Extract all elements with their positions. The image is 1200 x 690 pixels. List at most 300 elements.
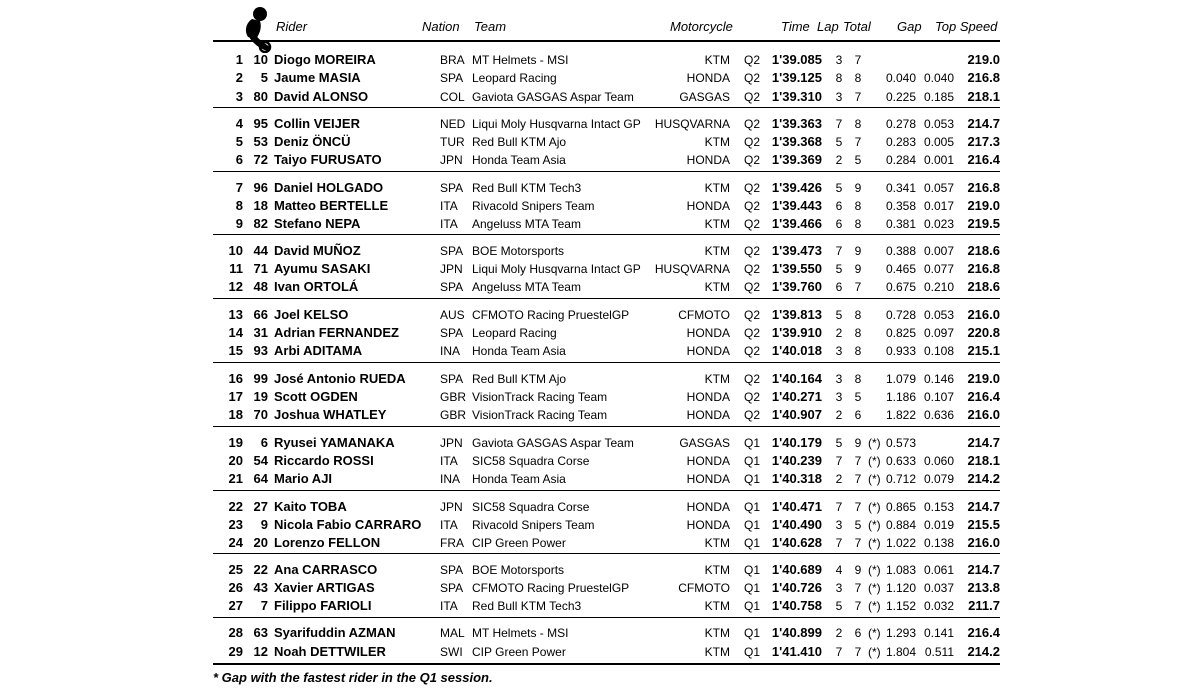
cell-pos: 2 [235, 70, 243, 85]
cell-num: 71 [253, 261, 268, 276]
cell-lap: 6 [835, 280, 843, 294]
cell-total: 9 [854, 262, 862, 276]
cell-speed: 216.4 [967, 625, 1000, 640]
cell-gap: 1.152 [885, 599, 916, 613]
cell-num: 6 [260, 435, 268, 450]
cell-lap: 7 [835, 454, 843, 468]
cell-session: Q2 [744, 90, 761, 104]
cell-pos: 8 [235, 198, 243, 213]
cell-time: 1'39.085 [771, 52, 822, 67]
cell-speed: 218.6 [967, 279, 1000, 294]
cell-num: 31 [253, 325, 268, 340]
cell-mark: (*) [868, 626, 881, 640]
cell-nation: JPN [440, 262, 463, 276]
cell-mark: (*) [868, 536, 881, 550]
cell-gap: 0.728 [885, 308, 916, 322]
cell-rider: Ryusei YAMANAKA [274, 435, 395, 450]
cell-num: 96 [253, 180, 268, 195]
cell-gap-prev: 0.017 [923, 199, 954, 213]
cell-team: CIP Green Power [472, 536, 566, 550]
cell-rider: Riccardo ROSSI [274, 453, 374, 468]
table-row [0, 88, 1200, 106]
cell-motorcycle: KTM [704, 181, 730, 195]
cell-pos: 17 [228, 389, 243, 404]
cell-rider: Diogo MOREIRA [274, 52, 376, 67]
cell-team: Red Bull KTM Ajo [472, 372, 567, 386]
cell-num: 70 [253, 407, 268, 422]
cell-team: Red Bull KTM Tech3 [472, 599, 582, 613]
cell-gap-prev: 0.007 [923, 244, 954, 258]
cell-nation: SPA [440, 280, 464, 294]
cell-time: 1'39.368 [771, 134, 822, 149]
cell-motorcycle: KTM [704, 135, 730, 149]
cell-team: Honda Team Asia [472, 344, 566, 358]
cell-rider: Collin VEIJER [274, 116, 360, 131]
cell-team: Liqui Moly Husqvarna Intact GP [472, 117, 641, 131]
cell-gap: 1.822 [885, 408, 916, 422]
cell-lap: 2 [835, 408, 843, 422]
cell-total: 8 [854, 344, 862, 358]
cell-gap: 0.341 [885, 181, 916, 195]
cell-pos: 4 [235, 116, 243, 131]
cell-total: 9 [854, 436, 862, 450]
cell-gap: 0.278 [885, 117, 916, 131]
cell-motorcycle: HONDA [686, 454, 730, 468]
cell-team: MT Helmets - MSI [472, 626, 569, 640]
table-row [0, 197, 1200, 215]
cell-nation: ITA [440, 199, 458, 213]
cell-mark: (*) [868, 599, 881, 613]
cell-rider: Noah DETTWILER [274, 644, 386, 659]
cell-mark: (*) [868, 472, 881, 486]
cell-nation: SPA [440, 563, 464, 577]
header-rider: Rider [276, 19, 308, 34]
cell-motorcycle: KTM [704, 53, 730, 67]
cell-time: 1'40.239 [771, 453, 822, 468]
cell-team: SIC58 Squadra Corse [472, 500, 590, 514]
cell-num: 27 [253, 499, 268, 514]
cell-team: VisionTrack Racing Team [472, 390, 608, 404]
table-row [0, 151, 1200, 169]
cell-total: 8 [854, 199, 862, 213]
cell-team: Leopard Racing [472, 326, 557, 340]
cell-gap: 1.186 [885, 390, 916, 404]
cell-time: 1'39.910 [771, 325, 822, 340]
cell-pos: 25 [228, 562, 243, 577]
cell-nation: ITA [440, 599, 458, 613]
cell-speed: 216.8 [967, 70, 1000, 85]
cell-total: 6 [854, 626, 862, 640]
cell-rider: Ana CARRASCO [274, 562, 378, 577]
table-row [0, 370, 1200, 388]
cell-session: Q2 [744, 199, 761, 213]
cell-time: 1'39.426 [771, 180, 822, 195]
cell-motorcycle: KTM [704, 244, 730, 258]
cell-total: 7 [854, 280, 862, 294]
cell-num: 12 [253, 644, 268, 659]
cell-pos: 24 [228, 535, 243, 550]
cell-gap: 1.293 [885, 626, 916, 640]
cell-pos: 7 [235, 180, 243, 195]
cell-total: 7 [854, 454, 862, 468]
cell-speed: 216.4 [967, 389, 1000, 404]
cell-time: 1'40.179 [771, 435, 822, 450]
cell-nation: SWI [440, 645, 463, 659]
cell-team: Angeluss MTA Team [472, 280, 581, 294]
cell-session: Q1 [744, 626, 761, 640]
cell-rider: Adrian FERNANDEZ [274, 325, 399, 340]
cell-num: 9 [260, 517, 268, 532]
cell-total: 7 [854, 90, 862, 104]
cell-rider: David ALONSO [274, 89, 369, 104]
cell-motorcycle: HONDA [686, 472, 730, 486]
cell-speed: 216.0 [967, 407, 1000, 422]
cell-team: Gaviota GASGAS Aspar Team [472, 90, 634, 104]
table-row [0, 51, 1200, 69]
cell-gap: 0.712 [885, 472, 916, 486]
header-rule [213, 40, 1000, 42]
cell-pos: 5 [235, 134, 243, 149]
cell-time: 1'40.758 [771, 598, 822, 613]
cell-nation: ITA [440, 454, 458, 468]
cell-session: Q1 [744, 472, 761, 486]
group-divider [213, 107, 1000, 108]
cell-lap: 7 [835, 645, 843, 659]
cell-team: Gaviota GASGAS Aspar Team [472, 436, 634, 450]
cell-session: Q1 [744, 500, 761, 514]
cell-motorcycle: HONDA [686, 199, 730, 213]
cell-time: 1'40.689 [771, 562, 822, 577]
cell-rider: Joshua WHATLEY [274, 407, 387, 422]
cell-motorcycle: HONDA [686, 500, 730, 514]
cell-rider: David MUÑOZ [274, 243, 361, 258]
cell-nation: INA [440, 472, 461, 486]
cell-total: 5 [854, 153, 862, 167]
table-row [0, 470, 1200, 488]
cell-motorcycle: KTM [704, 372, 730, 386]
cell-pos: 9 [235, 216, 243, 231]
cell-team: SIC58 Squadra Corse [472, 454, 590, 468]
table-row [0, 534, 1200, 552]
cell-team: CFMOTO Racing PruestelGP [472, 308, 630, 322]
cell-session: Q2 [744, 262, 761, 276]
cell-rider: Syarifuddin AZMAN [274, 625, 396, 640]
cell-total: 8 [854, 372, 862, 386]
cell-gap-prev: 0.060 [923, 454, 954, 468]
cell-lap: 5 [835, 181, 843, 195]
cell-time: 1'40.490 [771, 517, 822, 532]
cell-nation: FRA [440, 536, 464, 550]
cell-gap-prev: 0.053 [923, 308, 954, 322]
cell-session: Q1 [744, 436, 761, 450]
cell-motorcycle: HONDA [686, 326, 730, 340]
cell-gap: 0.675 [885, 280, 916, 294]
cell-speed: 216.0 [967, 535, 1000, 550]
cell-gap-prev: 0.005 [923, 135, 954, 149]
cell-lap: 7 [835, 244, 843, 258]
cell-motorcycle: GASGAS [679, 436, 730, 450]
cell-session: Q2 [744, 153, 761, 167]
header-nation: Nation [422, 19, 460, 34]
cell-gap: 0.825 [885, 326, 916, 340]
cell-gap-prev: 0.210 [923, 280, 954, 294]
cell-rider: Joel KELSO [274, 307, 349, 322]
cell-time: 1'40.018 [771, 343, 822, 358]
cell-time: 1'40.471 [771, 499, 822, 514]
cell-mark: (*) [868, 500, 881, 514]
cell-speed: 218.1 [967, 453, 1000, 468]
cell-lap: 3 [835, 344, 843, 358]
cell-speed: 214.7 [967, 435, 1000, 450]
cell-num: 82 [253, 216, 268, 231]
cell-speed: 216.8 [967, 180, 1000, 195]
cell-gap: 0.865 [885, 500, 916, 514]
cell-num: 95 [253, 116, 268, 131]
cell-gap-prev: 0.097 [923, 326, 954, 340]
cell-num: 53 [253, 134, 268, 149]
cell-speed: 215.1 [967, 343, 1000, 358]
cell-rider: José Antonio RUEDA [274, 371, 406, 386]
cell-total: 8 [854, 217, 862, 231]
cell-gap: 1.804 [885, 645, 916, 659]
cell-session: Q2 [744, 280, 761, 294]
cell-gap-prev: 0.153 [923, 500, 954, 514]
table-row [0, 434, 1200, 452]
cell-gap: 0.388 [885, 244, 916, 258]
cell-team: Leopard Racing [472, 71, 557, 85]
cell-motorcycle: HONDA [686, 518, 730, 532]
cell-pos: 26 [228, 580, 243, 595]
group-divider [213, 426, 1000, 427]
cell-mark: (*) [868, 581, 881, 595]
cell-lap: 7 [835, 500, 843, 514]
cell-rider: Filippo FARIOLI [274, 598, 372, 613]
cell-num: 64 [253, 471, 268, 486]
cell-speed: 220.8 [967, 325, 1000, 340]
cell-team: Honda Team Asia [472, 153, 566, 167]
table-row [0, 452, 1200, 470]
cell-nation: SPA [440, 581, 464, 595]
cell-rider: Daniel HOLGADO [274, 180, 384, 195]
cell-lap: 2 [835, 472, 843, 486]
cell-num: 54 [253, 453, 268, 468]
cell-nation: BRA [440, 53, 465, 67]
table-row [0, 260, 1200, 278]
cell-nation: ITA [440, 518, 458, 532]
header-lap: Lap [817, 19, 839, 34]
table-row [0, 278, 1200, 296]
cell-pos: 1 [235, 52, 243, 67]
cell-rider: Deniz ÖNCÜ [274, 134, 351, 149]
cell-motorcycle: HONDA [686, 344, 730, 358]
cell-team: Liqui Moly Husqvarna Intact GP [472, 262, 641, 276]
cell-pos: 21 [228, 471, 243, 486]
cell-gap-prev: 0.057 [923, 181, 954, 195]
cell-lap: 3 [835, 518, 843, 532]
cell-gap: 0.040 [885, 71, 916, 85]
cell-lap: 6 [835, 217, 843, 231]
cell-total: 9 [854, 181, 862, 195]
cell-motorcycle: HONDA [686, 153, 730, 167]
table-row [0, 597, 1200, 615]
cell-motorcycle: HONDA [686, 71, 730, 85]
cell-lap: 7 [835, 117, 843, 131]
cell-mark: (*) [868, 563, 881, 577]
group-divider [213, 490, 1000, 491]
cell-session: Q1 [744, 581, 761, 595]
table-row [0, 115, 1200, 133]
cell-pos: 18 [228, 407, 243, 422]
header-gap: Gap [897, 19, 922, 34]
cell-mark: (*) [868, 436, 881, 450]
cell-nation: JPN [440, 500, 463, 514]
cell-num: 22 [253, 562, 268, 577]
cell-time: 1'39.466 [771, 216, 822, 231]
cell-gap-prev: 0.146 [923, 372, 954, 386]
cell-time: 1'40.628 [771, 535, 822, 550]
cell-gap-prev: 0.040 [923, 71, 954, 85]
cell-lap: 3 [835, 53, 843, 67]
cell-nation: NED [440, 117, 466, 131]
cell-gap: 0.633 [885, 454, 916, 468]
cell-total: 8 [854, 308, 862, 322]
cell-lap: 6 [835, 199, 843, 213]
cell-time: 1'39.473 [771, 243, 822, 258]
cell-speed: 214.7 [967, 116, 1000, 131]
cell-speed: 214.7 [967, 499, 1000, 514]
table-row [0, 242, 1200, 260]
cell-lap: 3 [835, 581, 843, 595]
cell-session: Q2 [744, 372, 761, 386]
cell-time: 1'39.760 [771, 279, 822, 294]
cell-team: Rivacold Snipers Team [472, 518, 595, 532]
cell-nation: SPA [440, 181, 464, 195]
cell-time: 1'40.164 [771, 371, 822, 386]
cell-gap-prev: 0.023 [923, 217, 954, 231]
cell-pos: 29 [228, 644, 243, 659]
cell-gap-prev: 0.001 [923, 153, 954, 167]
cell-lap: 5 [835, 308, 843, 322]
cell-team: BOE Motorsports [472, 244, 565, 258]
cell-time: 1'40.907 [771, 407, 822, 422]
cell-total: 7 [854, 472, 862, 486]
cell-gap: 0.225 [885, 90, 916, 104]
cell-session: Q1 [744, 454, 761, 468]
table-row [0, 342, 1200, 360]
cell-total: 8 [854, 117, 862, 131]
header-motorcycle: Motorcycle [670, 19, 733, 34]
table-row [0, 306, 1200, 324]
cell-pos: 14 [228, 325, 243, 340]
cell-gap-prev: 0.511 [924, 645, 954, 659]
cell-pos: 16 [228, 371, 243, 386]
cell-session: Q2 [744, 135, 761, 149]
cell-lap: 7 [835, 536, 843, 550]
cell-gap-prev: 0.061 [923, 563, 954, 577]
cell-motorcycle: KTM [704, 563, 730, 577]
group-divider [213, 298, 1000, 299]
group-divider [213, 617, 1000, 618]
cell-time: 1'41.410 [771, 644, 822, 659]
table-row [0, 388, 1200, 406]
cell-time: 1'39.550 [771, 261, 822, 276]
cell-time: 1'39.363 [771, 116, 822, 131]
cell-rider: Ayumu SASAKI [274, 261, 371, 276]
cell-time: 1'39.125 [771, 70, 822, 85]
cell-total: 5 [854, 518, 862, 532]
cell-nation: JPN [440, 436, 463, 450]
cell-num: 43 [253, 580, 268, 595]
cell-nation: MAL [440, 626, 465, 640]
cell-lap: 5 [835, 436, 843, 450]
cell-total: 7 [854, 135, 862, 149]
cell-lap: 2 [835, 153, 843, 167]
cell-pos: 27 [228, 598, 243, 613]
cell-session: Q2 [744, 308, 761, 322]
cell-total: 5 [854, 390, 862, 404]
cell-rider: Stefano NEPA [274, 216, 361, 231]
cell-num: 63 [253, 625, 268, 640]
cell-session: Q1 [744, 563, 761, 577]
cell-pos: 3 [235, 89, 243, 104]
cell-session: Q2 [744, 217, 761, 231]
cell-speed: 214.2 [967, 471, 1000, 486]
cell-lap: 5 [835, 262, 843, 276]
cell-num: 66 [253, 307, 268, 322]
cell-total: 7 [854, 599, 862, 613]
cell-pos: 10 [228, 243, 243, 258]
cell-time: 1'39.310 [771, 89, 822, 104]
cell-time: 1'40.899 [771, 625, 822, 640]
cell-num: 19 [253, 389, 268, 404]
cell-team: VisionTrack Racing Team [472, 408, 608, 422]
cell-gap-prev: 0.141 [923, 626, 954, 640]
cell-total: 8 [854, 326, 862, 340]
header-time: Time [781, 19, 810, 34]
cell-nation: AUS [440, 308, 465, 322]
cell-motorcycle: HONDA [686, 390, 730, 404]
bottom-rule [213, 663, 1000, 665]
cell-rider: Matteo BERTELLE [274, 198, 389, 213]
cell-total: 7 [854, 536, 862, 550]
cell-rider: Taiyo FURUSATO [274, 152, 382, 167]
cell-rider: Kaito TOBA [274, 499, 347, 514]
cell-nation: SPA [440, 71, 464, 85]
cell-pos: 28 [228, 625, 243, 640]
cell-speed: 215.5 [967, 517, 1000, 532]
cell-team: Angeluss MTA Team [472, 217, 581, 231]
cell-pos: 13 [228, 307, 243, 322]
cell-gap-prev: 0.108 [923, 344, 954, 358]
cell-nation: SPA [440, 326, 464, 340]
cell-session: Q1 [744, 599, 761, 613]
cell-pos: 15 [228, 343, 243, 358]
table-row [0, 498, 1200, 516]
header-team: Team [474, 19, 507, 34]
cell-total: 7 [854, 53, 862, 67]
cell-nation: SPA [440, 244, 464, 258]
cell-gap: 0.381 [885, 217, 916, 231]
cell-speed: 216.0 [967, 307, 1000, 322]
cell-nation: ITA [440, 217, 458, 231]
cell-speed: 213.8 [967, 580, 1000, 595]
cell-motorcycle: HUSQVARNA [654, 262, 730, 276]
cell-nation: COL [440, 90, 465, 104]
cell-num: 48 [253, 279, 268, 294]
cell-gap-prev: 0.636 [923, 408, 954, 422]
cell-team: CFMOTO Racing PruestelGP [472, 581, 630, 595]
cell-gap-prev: 0.032 [923, 599, 954, 613]
